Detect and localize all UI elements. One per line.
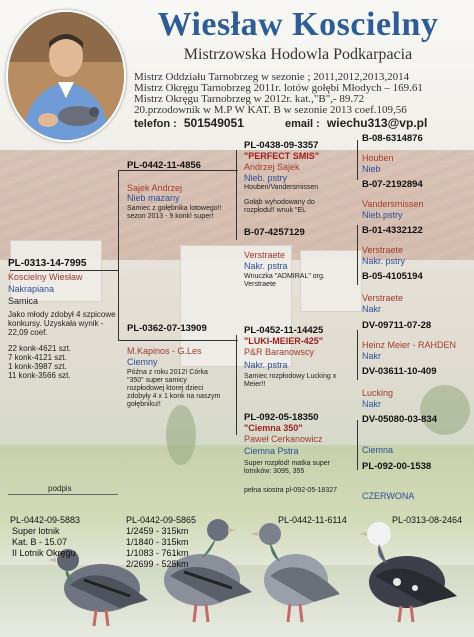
gen4-color: Nakr	[362, 304, 382, 314]
sd-desc: Wnuczka "ADMIRAL" org.	[244, 273, 325, 280]
gen4-color: Nakr	[362, 351, 382, 361]
email-address[interactable]: wiechu313@vp.pl	[326, 116, 428, 130]
connector-line	[357, 225, 358, 285]
achievement-line: 20.przodownik w M.P W KAT. B w sezonie 2013 coef.109,56	[134, 104, 407, 116]
dam-color: Ciemny	[127, 357, 158, 367]
pigeon-ring-caption: PL-0442-09-5865	[126, 515, 197, 525]
pigeon-caption-line: 2/2699 - 525km	[126, 559, 189, 569]
phone-number[interactable]: 501549051	[183, 116, 244, 130]
gen4-breeder: Ciemna	[362, 445, 394, 455]
dd-desc: Super rozpłód! matka super	[244, 460, 330, 467]
breeder-portrait-icon	[8, 12, 124, 140]
gen4-breeder: Verstraete	[362, 245, 404, 255]
ds-name: "LUKI-MEIER-425"	[244, 336, 324, 346]
sd-breeder: Verstraete	[244, 250, 286, 260]
connector-line	[236, 335, 237, 435]
achievements-block	[134, 72, 472, 116]
gen4-color: Nakr	[362, 399, 382, 409]
connector-line	[118, 340, 238, 341]
dam-desc: "350" super samicy	[127, 377, 187, 384]
pigeon-photo-icon	[345, 512, 465, 627]
ss-desc: Gołąb wyhodowany do	[244, 199, 315, 206]
sd-color: Nakr. pstra	[244, 261, 288, 271]
dam-ring-number: PL-0362-07-13909	[127, 323, 207, 334]
pigeon-caption-line: 1/1840 - 315km	[126, 537, 189, 547]
dd-breeder: Paweł Cerkanowicz	[244, 434, 323, 444]
gen4-breeder: Houben	[362, 153, 394, 163]
gen4-ring-number: DV-05080-03-834	[362, 414, 437, 425]
main-ring-number: PL-0313-14-7995	[8, 258, 87, 269]
pigeon-caption-line: Kat. B - 15.07	[12, 537, 68, 547]
dd-desc: pełna siostra pl-092-05-18327	[244, 487, 338, 494]
dd-name: "Ciemna 350"	[244, 423, 303, 433]
dam-desc: Późna z roku 2012! Córka	[127, 369, 208, 376]
ds-ring-number: PL-0452-11-14425	[244, 325, 324, 336]
connector-line	[357, 330, 358, 380]
main-result: 11 konk-3566 szt.	[8, 371, 71, 380]
gen4-ring-number: PL-092-00-1538	[362, 461, 432, 472]
gen4-breeder: Heinz Meier - RAHDEN	[362, 340, 457, 350]
email-label: email :	[284, 118, 320, 130]
gen4-ring-number: B-08-6314876	[362, 133, 423, 144]
gen4-ring-number: B-07-2192894	[362, 179, 423, 190]
dam-desc: rozpłodowej ktorej dzieci	[127, 385, 204, 392]
connector-line	[236, 150, 237, 240]
achievement-line: Mistrz Oddziału Tarnobrzeg w sezonie ; 2011,2012,2013,2014	[134, 71, 410, 83]
main-result: 1 konk-3987 szt.	[8, 362, 67, 371]
main-result: 22 konk-4621 szt.	[8, 344, 72, 353]
dd-desc: lotników: 3095, 355	[244, 468, 305, 475]
gen4-ring-number: B-01-4332122	[362, 225, 423, 236]
gen4-breeder: Vandersmissen	[362, 199, 424, 209]
gen4-breeder: Verstraete	[362, 293, 404, 303]
gen4-breeder: CZERWONA	[362, 491, 415, 501]
gen4-ring-number: B-05-4105194	[362, 271, 423, 282]
main-result: 7 konk-4121 szt.	[8, 353, 67, 362]
contact-line	[134, 116, 472, 130]
pigeon-ring-caption: PL-0313-08-2464	[392, 515, 463, 525]
ds-color: Nakr. pstra	[244, 360, 288, 370]
main-desc: konkursy. Uzyskała wynik -	[8, 319, 104, 328]
sire-desc: Samiec z gołębnika lotowego!!	[127, 205, 222, 212]
ds-desc: Meier!!	[244, 381, 266, 388]
sd-desc: Verstraete	[244, 281, 276, 288]
sd-ring-number: B-07-4257129	[244, 227, 305, 238]
ds-breeder: P&R Baranowscy	[244, 347, 315, 357]
pigeon-ring-caption: PL-0442-11-6114	[278, 515, 347, 525]
sire-desc: sezon 2013 - 9 konk! super!	[127, 213, 214, 220]
dd-ring-number: PL-092-05-18350	[244, 412, 319, 423]
main-color: Nakrapiana	[8, 284, 55, 294]
gen4-ring-number: DV-09711-07-28	[362, 320, 432, 331]
sire-ring-number: PL-0442-11-4856	[127, 160, 201, 171]
ss-breeder: Andrzej Sajek	[244, 162, 300, 172]
main-breeder: Koscielny Wiesław	[8, 272, 83, 282]
main-desc: Jako młody zdobył 4 szpicowe	[8, 310, 116, 319]
ss-ring-number: PL-0438-09-3357	[244, 140, 319, 151]
dam-desc: zdobyły 4 x 1 konk na naszym	[127, 393, 221, 400]
gen4-breeder: Lucking	[362, 388, 394, 398]
connector-line	[118, 170, 119, 340]
connector-line	[10, 270, 118, 271]
pigeon-photo-icon	[240, 512, 350, 627]
signature-label: podpis	[48, 484, 72, 493]
breeder-photo	[6, 10, 126, 142]
pigeon-caption-line: Super lotnik	[12, 526, 60, 536]
sire-color: Nieb mazany	[127, 193, 180, 203]
ds-desc: Samiec rozpłodowy Lucking x	[244, 373, 337, 380]
gen4-color: Nieb.pstry	[362, 210, 403, 220]
ss-line: Houben/Vandersmissen	[244, 184, 319, 191]
page-subtitle: Mistrzowska Hodowla Podkarpacia	[183, 46, 413, 63]
pigeon-caption-line: 1/2459 - 315km	[126, 526, 189, 536]
ss-name: "PERFECT SMIS"	[244, 151, 320, 161]
pigeon-ring-caption: PL-0442-09-5883	[10, 515, 81, 525]
dam-desc: gołębniku!!	[127, 401, 161, 408]
gen4-ring-number: DV-03611-10-409	[362, 366, 437, 377]
gen4-color: Nieb	[362, 164, 381, 174]
signature-line	[8, 494, 118, 495]
ss-color: Nieb. pstry	[244, 173, 288, 183]
main-sex: Samica	[8, 296, 39, 306]
achievement-line: Mistrz Okręgu Tarnobrzeg 2011r. lotów gołębi Młodych – 169.61	[134, 82, 423, 94]
connector-line	[357, 420, 358, 470]
main-desc: 22,09 coef.	[8, 328, 48, 337]
gen4-color: Nakr. pstry	[362, 256, 406, 266]
dd-color: Ciemna Pstra	[244, 446, 299, 456]
phone-label: telefon :	[134, 118, 177, 130]
page-title: Wiesław Koscielny	[157, 6, 439, 43]
connector-line	[357, 140, 358, 180]
achievement-line: Mistrz Okręgu Tarnobrzeg w 2012r. kat.,"B",- 89.72	[134, 93, 365, 105]
pigeon-caption-line: II Lotnik Okręgu	[12, 548, 76, 558]
ss-desc: rozpłodu!! wnuk "EL	[244, 207, 307, 214]
pigeon-caption-line: 1/1083 - 761km	[126, 548, 189, 558]
dam-breeder: M.Kapinos - G.Les	[127, 346, 202, 356]
sire-breeder: Sajek Andrzej	[127, 183, 183, 193]
